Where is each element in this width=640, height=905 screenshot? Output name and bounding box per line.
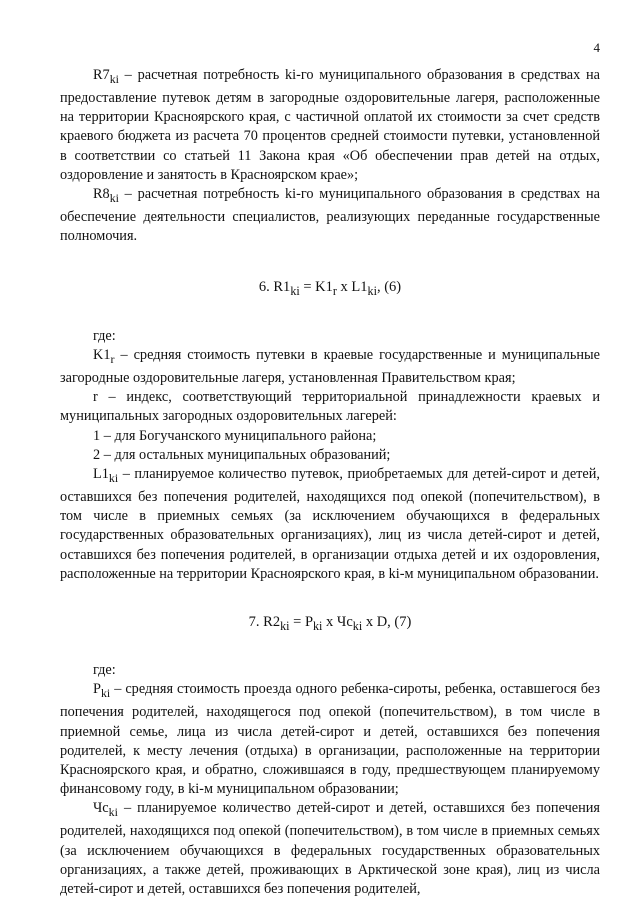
p-definition: – средняя стоимость проезда одного ребенка-сироты, ребенка, оставшегося без попечения родителей, находящегося под опекой (попечительством), в том числе в приемной семье, лица из числа детей-сирот и детей, оставшихся без попечения родителей, к месту лечения (отдыха) в организации, расположенные на территории Красноярского края, и обратно, сложившаяся в году, предшествующем планируемому финансовому году, в ki-м муниципальном образовании; <box>60 681 600 798</box>
formula-6-tail: , (6) <box>376 278 402 295</box>
formula-6-equals: = <box>299 278 316 295</box>
var-l1-subscript: ki <box>108 470 119 485</box>
paragraph-r-index: r – индекс, соответствующий территориальной принадлежности краевых и муниципальных загородных оздоровительных лагерей: <box>60 389 600 425</box>
var-p-subscript: ki <box>100 686 111 701</box>
l1-definition: – планируемое количество путевок, приобретаемых для детей-сирот и детей, оставшихся без попечения родителей, находящихся под опекой (попечительством), в том числе в приемных семьях (за исключением обучающихся в федеральных государственных образовательных организациях), лиц из числа детей-сирот и детей, оставшихся без попечения родителей, в организации отдыха детей и их оздоровления, расположенные на территории Красноярского края, в ki-м муниципальном образовании. <box>60 465 600 582</box>
var-r8-subscript: ki <box>109 190 119 205</box>
formula-7-lhs-subscript: ki <box>280 618 290 633</box>
var-r7-subscript: ki <box>109 71 119 86</box>
var-p: P <box>93 681 101 698</box>
var-k1-subscript: r <box>110 351 115 366</box>
var-k1: K1 <box>93 346 111 363</box>
paragraph-k1 <box>60 346 600 388</box>
paragraph-r8 <box>60 185 600 246</box>
formula-7-ch-subscript: ki <box>352 618 363 633</box>
var-r7: R7 <box>93 67 110 83</box>
r8-definition: – расчетная потребность ki-го муниципального образования в средствах на обеспечение деятельности специалистов, реализующих переданные государственные полномочия. <box>60 186 600 245</box>
var-l1: L1 <box>93 465 109 482</box>
formula-7-number: 7. <box>248 614 264 630</box>
var-ch: Чс <box>93 800 109 817</box>
var-r8: R8 <box>93 186 110 203</box>
var-ch-subscript: ki <box>108 805 118 820</box>
formula-6-lhs: R1 <box>273 278 291 295</box>
k1-definition: – средняя стоимость путевки в краевые государственные и муниципальные загородные оздоровительные лагеря, установленная Правительством края; <box>60 346 600 386</box>
formula-6-l1: L1 <box>351 278 368 295</box>
r-index-item-2: 2 – для остальных муниципальных образований; <box>93 446 391 463</box>
formula-7 <box>60 613 600 636</box>
paragraph-l1 <box>60 465 600 584</box>
formula-7-times-2: x <box>362 614 377 630</box>
r7-definition: – расчетная потребность ki-го муниципального образования в средствах на предоставление путевок детям в загородные оздоровительные лагеря, расположенные на территории Красноярского края, с частичной оплатой их стоимости за счет средств краевого бюджета из расчета 70 процентов средней стоимости путевки, установленной в соответствии со статьей 11 Закона края «Об обеспечении прав детей на отдых, оздоровление и занятость в Красноярском крае»; <box>60 67 600 183</box>
formula-7-p: P <box>304 614 314 630</box>
page-number: 4 <box>593 40 600 55</box>
paragraph-r7 <box>60 66 600 185</box>
formula-6-times: x <box>336 278 352 295</box>
formula-7-equals: = <box>289 614 305 630</box>
formula-7-tail: D, (7) <box>376 614 412 630</box>
formula-6-k1-subscript: r <box>332 283 337 298</box>
formula-7-times: x <box>322 614 337 630</box>
formula-6 <box>60 278 600 301</box>
formula-6-lhs-subscript: ki <box>290 283 300 298</box>
formula-6-k1: K1 <box>315 278 333 295</box>
document-body <box>60 66 600 899</box>
ch-definition: – планируемое количество детей-сирот и детей, оставшихся без попечения родителей, находящихся под опекой (попечительством), в том числе в приемных семьях (за исключением обучающихся в федеральных государственных образовательных организациях, а также детей, проживающих в Арктической зоне края), лиц из числа детей-сирот и детей, оставшихся без попечения родителей, <box>60 800 600 898</box>
formula-7-p-subscript: ki <box>313 618 323 633</box>
where-label-2: где: <box>93 662 116 679</box>
formula-6-l1-subscript: ki <box>367 283 377 298</box>
paragraph-p <box>60 680 600 799</box>
where-label-1: где: <box>93 327 116 344</box>
formula-7-ch: Чс <box>336 614 353 630</box>
r-index-item-1: 1 – для Богучанского муниципального района; <box>93 427 377 444</box>
formula-7-lhs: R2 <box>263 614 281 630</box>
paragraph-ch <box>60 799 600 899</box>
formula-6-number: 6. <box>258 278 274 295</box>
